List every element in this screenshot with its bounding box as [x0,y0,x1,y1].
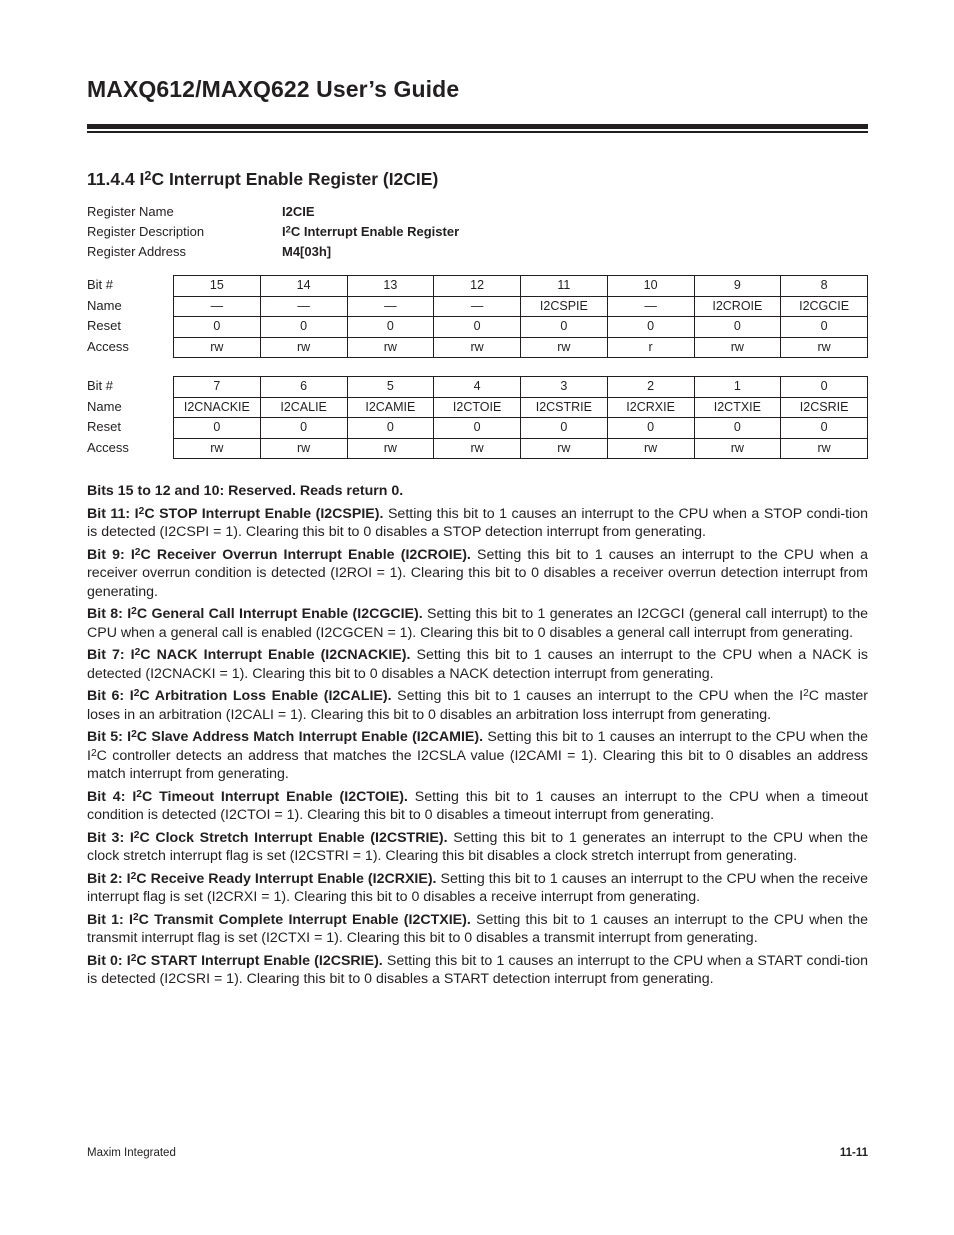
table-cell: I2CNACKIE [174,397,261,418]
table-cell: 0 [260,317,347,338]
table-cell: rw [607,438,694,459]
footer-company: Maxim Integrated [87,1147,176,1159]
bit-descriptions [87,482,868,993]
table-cell: 5 [347,377,434,398]
table-cell: I2CSTRIE [521,397,608,418]
register-description-value: $I^2C$ Interrupt Enable Register [282,224,460,239]
register-description-label: Register Description [87,224,205,239]
table-cell: 0 [694,317,781,338]
table-cell: I2CAMIE [347,397,434,418]
table-cell: 9 [694,276,781,297]
table-cell: I2CTXIE [694,397,781,418]
row-label-bit: Bit # [87,378,114,393]
bit8-description: Bit 8: $I^2C$ General Call Interrupt Enable (I2CGCIE). Setting this bit to 1 generates an I2CGCI (general call interrupt) to the CPU when a general call is enabled (I2CGCEN = 1). Clearing this bit to 0 disables a general call interrupt from generating. [87,606,868,641]
table-cell: rw [434,438,521,459]
table-cell: 0 [347,418,434,439]
bit-row [174,276,868,297]
register-address-row [87,244,331,260]
table-cell: rw [347,337,434,358]
table-cell: 0 [521,418,608,439]
table-cell: rw [521,337,608,358]
bit4-description: Bit 4: $I^2C$ Timeout Interrupt Enable (I2CTOIE). Setting this bit to 1 causes an interrupt to the CPU when a timeout condition is detected (I2CTOI = 1). Clearing this bit to 0 disables a timeout interrupt from generating. [87,788,868,823]
table-cell: rw [521,438,608,459]
table-cell: 11 [521,276,608,297]
table-cell: 0 [434,418,521,439]
header-rule-thin [87,131,868,133]
access-row [174,337,868,358]
bit5-description: Bit 5: $I^2C$ Slave Address Match Interrupt Enable (I2CAMIE). Setting this bit to 1 causes an interrupt to the CPU when the $I^2C$ controller detects an address that matches the I2CSLA value (I2CAMI = 1). Clearing this bit to 0 disables an address match interrupt from generating. [87,729,869,782]
table-cell: 14 [260,276,347,297]
table-cell: rw [174,337,261,358]
row-label-access: Access [87,439,129,455]
register-description-row [87,224,459,240]
bit3-description: Bit 3: $I^2C$ Clock Stretch Interrupt Enable (I2CSTRIE). Setting this bit to 1 generates an interrupt to the CPU when the clock stretch interrupt flag is set (I2CSTRI = 1). Clearing this bit disables a clock stretch interrupt from generating. [87,829,868,864]
table-cell: I2CSPIE [521,296,608,317]
register-address-value: M4[03h] [282,244,332,259]
table-cell: 8 [781,276,868,297]
name-row [174,397,868,418]
table-cell: 1 [694,377,781,398]
table-cell: 0 [174,418,261,439]
access-row [174,438,868,459]
table-cell: — [260,296,347,317]
table-cell: 0 [607,418,694,439]
table-cell: rw [694,438,781,459]
bit9-description: Bit 9: $I^2C$ Receiver Overrun Interrupt Enable (I2CROIE). Setting this bit to 1 causes an interrupt to the CPU when a receiver overrun condition is detected (I2ROI = 1). Clearing this bit to 0 disables a receiver overrun detection interrupt from generating. [87,546,868,600]
section-heading: 11.4.4 $I^2C$ Interrupt Enable Register (I2CIE) [87,169,439,189]
bit11-description: Bit 11: $I^2C$ STOP Interrupt Enable (I2CSPIE). Setting this bit to 1 causes an interrupt to the CPU when a STOP condi-tion is detected (I2CSPI = 1). Clearing this bit to 0 disables a STOP detection interrupt from generating. [87,505,868,540]
table-cell: 6 [260,377,347,398]
row-labels-high [87,275,129,357]
row-label-name: Name [87,398,122,414]
table-cell: 0 [347,317,434,338]
row-label-reset: Reset [87,419,121,434]
table-cell: rw [260,438,347,459]
table-cell: I2CGCIE [781,296,868,317]
bit0-description: Bit 0: $I^2C$ START Interrupt Enable (I2CSRIE). Setting this bit to 1 causes an interrupt to the CPU when a START condi-tion is detected (I2CSRI = 1). Clearing this bit to 0 disables a START detection interrupt from generating. [87,952,868,987]
register-name-value: I2CIE [282,204,315,219]
table-cell: I2CALIE [260,397,347,418]
table-cell: — [347,296,434,317]
register-name-label: Register Name [87,204,174,219]
header-rule-thick [87,124,868,129]
register-table-high [173,275,868,358]
table-cell: 0 [694,418,781,439]
table-cell: 0 [174,317,261,338]
table-cell: rw [781,337,868,358]
table-cell: rw [781,438,868,459]
row-label-name: Name [87,297,122,313]
table-cell: — [434,296,521,317]
table-cell: 0 [434,317,521,338]
table-cell: I2CSRIE [781,397,868,418]
reset-row [174,418,868,439]
table-cell: 10 [607,276,694,297]
table-cell: rw [260,337,347,358]
row-label-reset: Reset [87,318,121,333]
table-cell: 0 [781,377,868,398]
table-cell: r [607,337,694,358]
table-cell: I2CTOIE [434,397,521,418]
table-cell: rw [434,337,521,358]
table-cell: 7 [174,377,261,398]
row-label-bit: Bit # [87,277,114,292]
table-cell: — [607,296,694,317]
name-row [174,296,868,317]
row-label-access: Access [87,338,129,354]
register-table-low [173,376,868,459]
table-cell: rw [174,438,261,459]
bit6-description: Bit 6: $I^2C$ Arbitration Loss Enable (I2CALIE). Setting this bit to 1 causes an interrupt to the CPU when the $I^2C$ master loses in an arbitration (I2CALI = 1). Clearing this bit to 0 disables an arbitration loss interrupt from generating. [87,688,868,723]
table-cell: rw [694,337,781,358]
table-cell: 12 [434,276,521,297]
table-cell: rw [347,438,434,459]
table-cell: 0 [260,418,347,439]
bit7-description: Bit 7: $I^2C$ NACK Interrupt Enable (I2CNACKIE). Setting this bit to 1 causes an interrupt to the CPU when a NACK is detected (I2CNACKI = 1). Clearing this bit to 0 disables a NACK detection interrupt from generating. [87,647,868,682]
table-cell: 0 [521,317,608,338]
bit-row [174,377,868,398]
table-cell: 0 [781,317,868,338]
table-cell: 3 [521,377,608,398]
table-cell: 0 [607,317,694,338]
table-cell: 15 [174,276,261,297]
table-cell: 0 [781,418,868,439]
row-labels-low [87,376,129,458]
bit2-description: Bit 2: $I^2C$ Receive Ready Interrupt Enable (I2CRXIE). Setting this bit to 1 causes an interrupt to the CPU when the receive interrupt flag is set (I2CRXI = 1). Clearing this bit to 0 disables a receive interrupt from generating. [87,870,868,905]
table-cell: I2CROIE [694,296,781,317]
footer-page-number: 11-11 [839,1147,868,1159]
reserved-description: Bits 15 to 12 and 10: Reserved. Reads return 0. [87,483,404,499]
table-cell: 13 [347,276,434,297]
reset-row [174,317,868,338]
table-cell: 2 [607,377,694,398]
table-cell: 4 [434,377,521,398]
register-address-label: Register Address [87,244,186,259]
bit1-description: Bit 1: $I^2C$ Transmit Complete Interrupt Enable (I2CTXIE). Setting this bit to 1 causes an interrupt to the CPU when the transmit interrupt flag is set (I2CTXI = 1). Clearing this bit to 0 disables a transmit interrupt from generating. [87,911,868,946]
register-name-row [87,204,315,220]
table-cell: I2CRXIE [607,397,694,418]
table-cell: — [174,296,261,317]
document-title: MAXQ612/MAXQ622 User’s Guide [87,76,460,102]
